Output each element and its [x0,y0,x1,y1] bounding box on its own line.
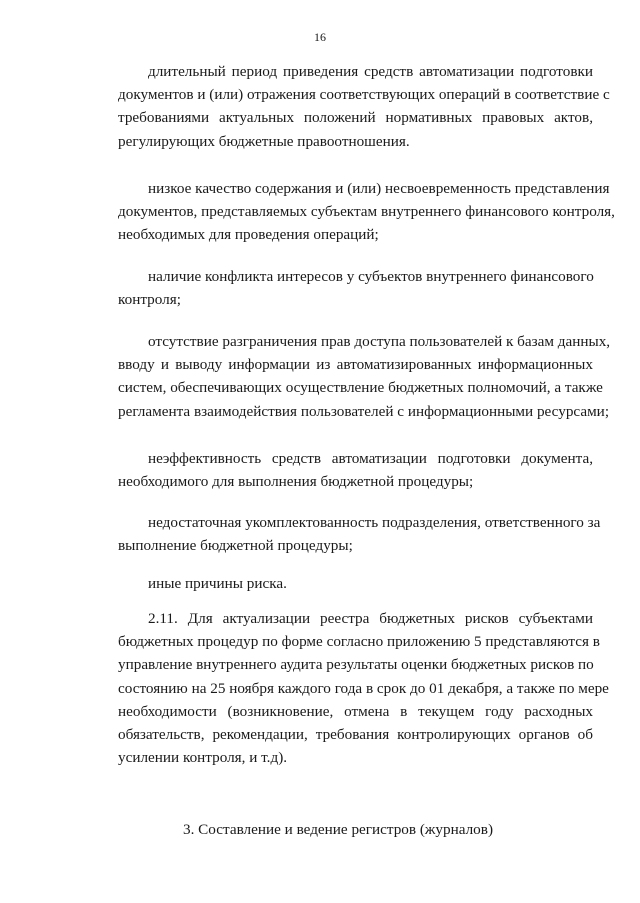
page-number: 16 [314,30,326,44]
text-line: необходимого для выполнения бюджетной процедуры; [118,473,474,491]
paragraph-2-11 [118,607,609,769]
text-line: низкое качество содержания и (или) несвоевременность представления [148,180,610,197]
text-line: выполнение бюджетной процедуры; [118,537,353,555]
text-line: бюджетных процедур по форме согласно приложению 5 представляются в [118,633,600,651]
text-line: требованиями актуальных положений нормативных правовых актов, [118,109,593,127]
text-line: неэффективность средств автоматизации подготовки документа, [148,450,593,467]
text-line: необходимости (возникновение, отмена в текущем году расходных [118,702,593,720]
text-line: обязательств, рекомендации, требования контролирующих органов об [118,726,593,744]
text-line: контроля; [118,291,181,309]
paragraph-access-rights [118,330,611,423]
paragraph-low-quality [118,177,615,247]
text-line: необходимых для проведения операций; [118,226,379,244]
text-line: длительный период приведения средств автоматизации подготовки [148,63,593,80]
text-line: усилении контроля, и т.д). [118,749,288,767]
paragraph-other-reasons [118,572,593,595]
text-line: систем, обеспечивающих осуществление бюджетных полномочий, а также [118,379,603,397]
text-line: документов, представляемых субъектам внутреннего финансового контроля, [118,203,615,221]
text-line: документов и (или) отражения соответствующих операций в соответствие с [118,86,610,104]
text-line: управление внутреннего аудита результаты оценки бюджетных рисков по [118,656,594,674]
text-line: регулирующих бюджетные правоотношения. [118,132,410,150]
text-line: регламента взаимодействия пользователей с информационными ресурсами; [118,402,610,420]
text-line: 2.11. Для актуализации реестра бюджетных рисков субъектами [148,610,593,627]
text-line: вводу и выводу информации из автоматизированных информационных [118,356,593,374]
paragraph-conflict-of-interest [118,265,593,311]
paragraph-understaffing [118,511,601,557]
text-line: наличие конфликта интересов у субъектов внутреннего финансового [148,268,594,285]
text-line: недостаточная укомплектованность подразделения, ответственного за [148,514,601,531]
text-line: состоянию на 25 ноября каждого года в срок до 01 декабря, а также по мере [118,679,609,697]
section-heading: 3. Составление и ведение регистров (журналов) [182,821,494,838]
paragraph-automation-delay [118,60,610,153]
text-line: отсутствие разграничения прав доступа пользователей к базам данных, [148,333,611,350]
text-line: иные причины риска. [148,575,287,592]
paragraph-inefficiency [118,447,593,493]
